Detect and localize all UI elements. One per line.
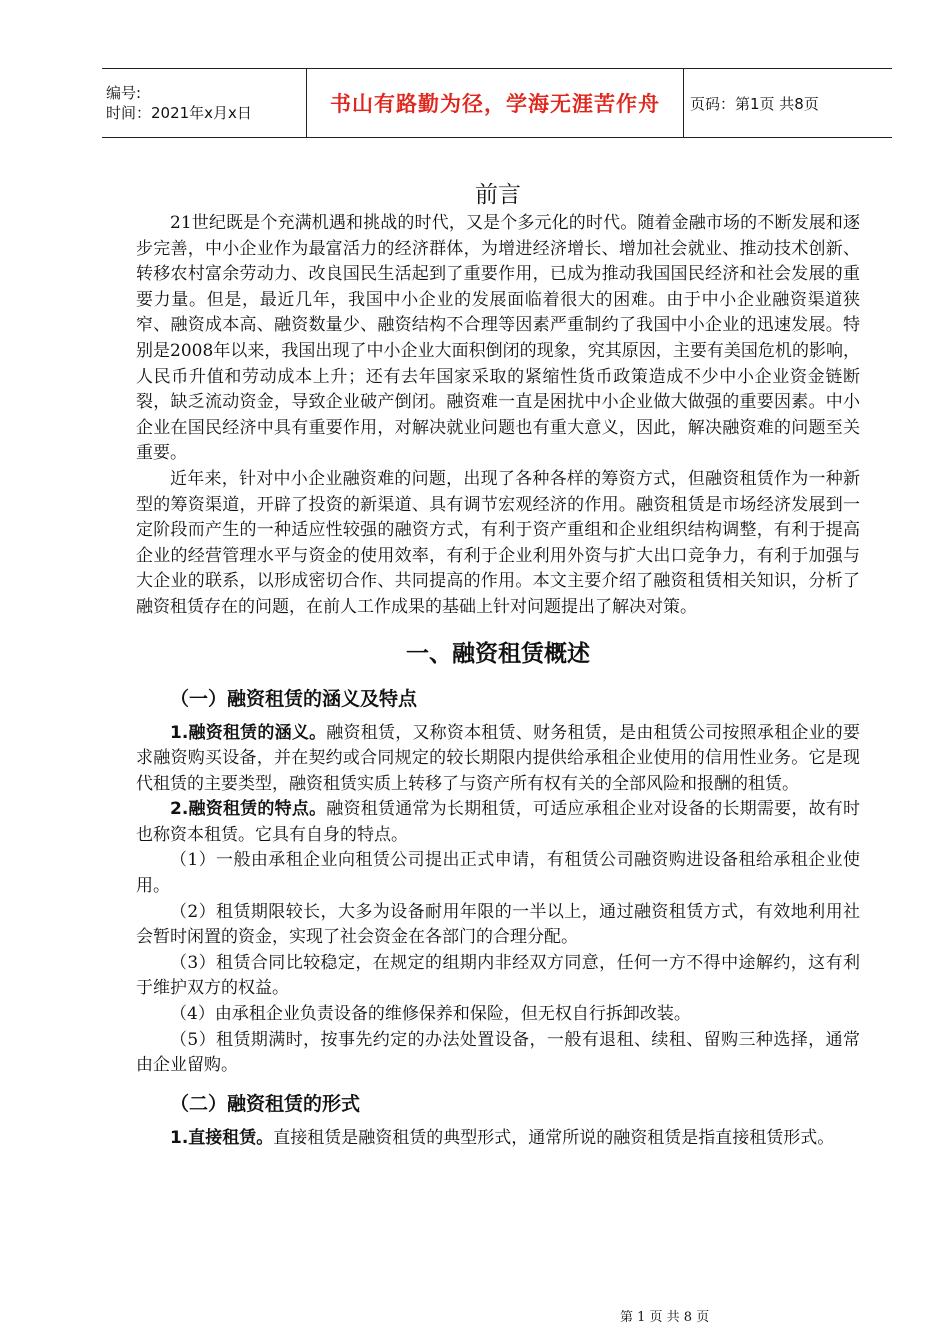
direct-lease-text: 直接租赁是融资租赁的典型形式，通常所说的融资租赁是指直接租赁形式。 (273, 1127, 835, 1148)
direct-lease-paragraph (136, 1126, 860, 1152)
feature-point-4: （4）由承租企业负责设备的维修保养和保险，但无权自行拆卸改装。 (170, 1004, 691, 1025)
feature-point-3: （3）租赁合同比较稳定，在规定的组期内非经双方同意，任何一方不得中途解约，这有利于维护双方的权益。 (136, 952, 860, 999)
feature-point-5: （5）租赁期满时，按事先约定的办法处置设备，一般有退租、续租、留购三种选择，通常由企业留购。 (136, 1029, 860, 1076)
preface-paragraph-2: 近年来，针对中小企业融资难的问题，出现了各种各样的筹资方式，但融资租赁作为一种新型的筹资渠道，开辟了投资的新渠道、具有调节宏观经济的作用。融资租赁是市场经济发展到一定阶段而产生的一种适应性较强的融资方式，有利于资产重组和企业组织结构调整，有利于提高企业的经营管理水平与资金的使用效率，有利于企业利用外资与扩大出口竞争力，有利于加强与大企业的联系，以形成密切合作、共同提高的作用。本文主要介绍了融资租赁相关知识，分析了融资租赁存在的问题，在前人工作成果的基础上针对问题提出了解决对策。 (136, 468, 860, 617)
preface-paragraph-1: 21世纪既是个充满机遇和挑战的时代，又是个多元化的时代。随着金融市场的不断发展和逐步完善，中小企业作为最富活力的经济群体，为增进经济增长、增加社会就业、推动技术创新、转移农村富余劳动力、改良国民生活起到了重要作用，已成为推动我国国民经济和社会发展的重要力量。但是，最近几年，我国中小企业的发展面临着很大的困难。由于中小企业融资渠道狭窄、融资成本高、融资数量少、融资结构不合理等因素严重制约了我国中小企业的迅速发展。特别是2008年以来，我国出现了中小企业大面积倒闭的现象，究其原因，主要有美国危机的影响，人民币升值和劳动成本上升；还有去年国家采取的紧缩性货币政策造成不少中小企业资金链断裂，缺乏流动资金，导致企业破产倒闭。融资难一直是困扰中小企业做大做强的重要因素。中小企业在国民经济中具有重要作用，对解决就业问题也有重大意义，因此，解决融资难的问题至关重要。 (136, 213, 860, 464)
feature-point-1: （1）一般由承租企业向租赁公司提出正式申请，有租赁公司融资购进设备租给承租企业使用。 (136, 850, 860, 897)
subsection-1-title: （一）融资租赁的涵义及特点 (170, 687, 418, 710)
header-motto-cell (307, 69, 684, 137)
feature-point-2: （2）租赁期限较长，大多为设备耐用年限的一半以上，通过融资租赁方式，有效地利用社会暂时闲置的资金，实现了社会资金在各部门的合理分配。 (136, 901, 860, 948)
document-body (136, 176, 860, 1151)
subsection-2-title: （二）融资租赁的形式 (170, 1092, 361, 1115)
definition-lead: 1.融资租赁的涵义。 (170, 722, 327, 743)
section-1-title: 一、融资租赁概述 (406, 640, 590, 667)
header-motto: 书山有路勤为径，学海无涯苦作舟 (330, 92, 660, 116)
header-page-cell (684, 69, 892, 137)
features-text: 融资租赁通常为长期租赁，可适应承租企业对设备的长期需要，故有时也称资本租赁。它具有自身的特点。 (136, 799, 860, 845)
features-lead: 2.融资租赁的特点。 (170, 799, 327, 820)
page-footer: 第 1 页 共 8 页 (620, 1310, 710, 1325)
definition-paragraph (136, 721, 860, 798)
header-page-number: 页码：第1页 共8页 (690, 94, 819, 113)
direct-lease-lead: 1.直接租赁。 (170, 1127, 274, 1148)
features-paragraph (136, 797, 860, 848)
document-time-label: 时间：2021年x月x日 (106, 104, 252, 122)
page-header (102, 68, 892, 138)
header-meta (102, 69, 307, 137)
definition-text: 融资租赁，又称资本租赁、财务租赁，是由租赁公司按照承租企业的要求融资购买设备，并在契约或合同规定的较长期限内提供给承租企业使用的信用性业务。它是现代租赁的主要类型，融资租赁实质上转移了与资产所有权有关的全部风险和报酬的租赁。 (136, 722, 860, 794)
preface-title: 前言 (475, 182, 521, 208)
document-number-label: 编号: (106, 84, 142, 102)
